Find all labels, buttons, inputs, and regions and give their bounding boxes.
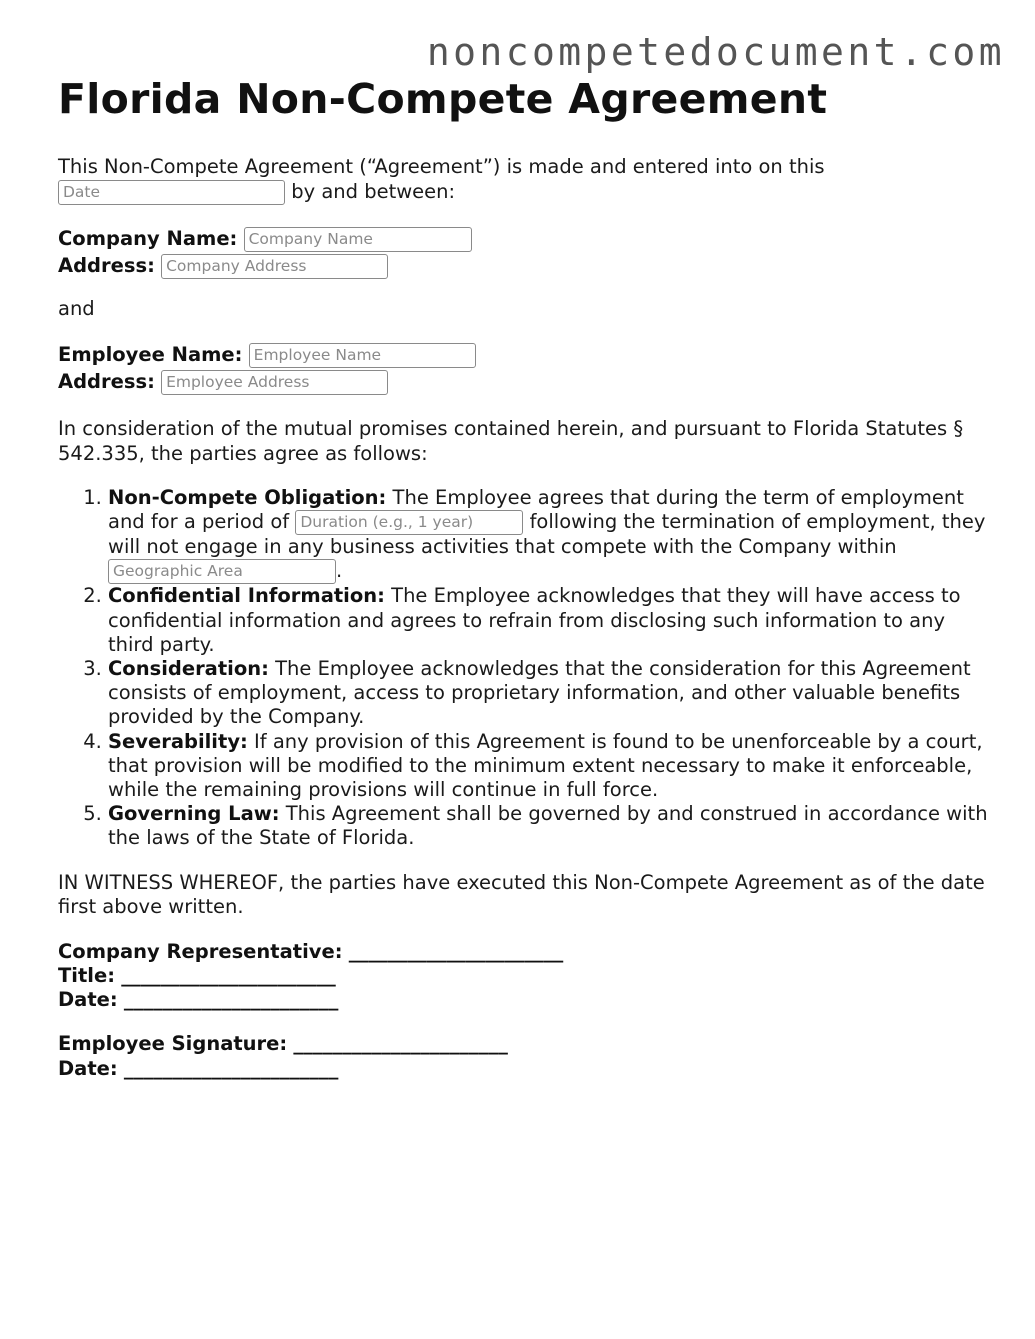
clause-text: The Employee agrees that during the term of employment and for a period of bbox=[108, 486, 964, 534]
title-label: Title: bbox=[58, 963, 116, 987]
intro-text-after: by and between: bbox=[291, 179, 456, 203]
employee-address-field[interactable]: Employee Address bbox=[161, 370, 388, 395]
company-address-row bbox=[58, 252, 993, 279]
company-address-field[interactable]: Company Address bbox=[161, 254, 388, 279]
clause-heading: Consideration: bbox=[108, 657, 269, 681]
employee-address-label: Address: bbox=[58, 370, 155, 393]
clause-text: The Employee acknowledges that they will have access to confidential information and agrees to refrain from disclosing such information to any third party. bbox=[108, 584, 961, 656]
employee-date-row bbox=[58, 1057, 993, 1082]
clause-list bbox=[58, 486, 993, 851]
employee-date-label: Date: bbox=[58, 1056, 118, 1080]
employee-date-blank[interactable]: ______________________ bbox=[123, 1056, 339, 1080]
company-name-row bbox=[58, 225, 993, 252]
employee-signature-row bbox=[58, 1032, 993, 1057]
employee-signature-label: Employee Signature: bbox=[58, 1032, 288, 1056]
clause-non-compete bbox=[108, 486, 993, 584]
clause-period: . bbox=[336, 559, 343, 583]
company-rep-row bbox=[58, 940, 993, 964]
employee-address-row bbox=[58, 368, 993, 395]
clause-heading: Confidential Information: bbox=[108, 584, 385, 608]
page-title: Florida Non-Compete Agreement bbox=[58, 75, 828, 123]
employee-signature-blank[interactable]: ______________________ bbox=[293, 1032, 508, 1056]
clause-text: following the termination of employment, they will not engage in any business activities that compete with the Company within bbox=[108, 510, 986, 559]
clause-text: This Agreement shall be governed by and construed in accordance with the laws of the State of Florida. bbox=[108, 802, 988, 850]
consideration-paragraph: In consideration of the mutual promises contained herein, and pursuant to Florida Statutes § 542.335, the parties agree as follows: bbox=[58, 417, 964, 465]
date-field[interactable]: Date bbox=[58, 180, 285, 205]
title-row bbox=[58, 964, 993, 988]
geographic-area-field[interactable]: Geographic Area bbox=[108, 559, 336, 584]
employee-name-label: Employee Name: bbox=[58, 343, 243, 366]
and-text: and bbox=[58, 296, 95, 320]
clause-consideration bbox=[108, 657, 993, 730]
company-date-blank[interactable]: ______________________ bbox=[123, 988, 339, 1012]
clause-text: The Employee acknowledges that the consideration for this Agreement consists of employment, access to proprietary information, and other valuable benefits provided by the Company. bbox=[108, 657, 971, 729]
employee-name-field[interactable]: Employee Name bbox=[249, 343, 476, 368]
intro-paragraph bbox=[58, 155, 993, 205]
clause-heading: Non-Compete Obligation: bbox=[108, 486, 387, 509]
company-rep-label: Company Representative: bbox=[58, 939, 343, 963]
company-address-label: Address: bbox=[58, 253, 155, 277]
intro-text: This Non-Compete Agreement (“Agreement”) is made and entered into on this bbox=[58, 155, 825, 178]
title-blank[interactable]: ______________________ bbox=[121, 963, 336, 987]
document bbox=[58, 76, 993, 1081]
witness-paragraph: IN WITNESS WHEREOF, the parties have executed this Non-Compete Agreement as of the date first above written. bbox=[58, 870, 985, 919]
clause-heading: Governing Law: bbox=[108, 802, 280, 826]
company-date-row bbox=[58, 988, 993, 1012]
duration-field[interactable]: Duration (e.g., 1 year) bbox=[295, 510, 523, 535]
company-rep-blank[interactable]: ______________________ bbox=[348, 939, 564, 963]
clause-text: If any provision of this Agreement is found to be unenforceable by a court, that provision will be modified to the minimum extent necessary to make it enforceable, while the remaining provisions will continue in full force. bbox=[108, 729, 983, 802]
watermark-text: noncompetedocument.com bbox=[426, 30, 1005, 74]
company-name-label: Company Name: bbox=[58, 226, 238, 250]
company-signature-block bbox=[58, 940, 993, 1013]
employee-name-row bbox=[58, 341, 993, 368]
company-block bbox=[58, 225, 993, 279]
clause-confidential bbox=[108, 584, 993, 657]
clause-heading: Severability: bbox=[108, 729, 248, 753]
clause-severability bbox=[108, 730, 993, 803]
company-name-field[interactable]: Company Name bbox=[244, 227, 472, 252]
company-date-label: Date: bbox=[58, 988, 118, 1012]
employee-signature-block bbox=[58, 1032, 993, 1081]
employee-block bbox=[58, 341, 993, 395]
clause-governing-law bbox=[108, 802, 993, 850]
